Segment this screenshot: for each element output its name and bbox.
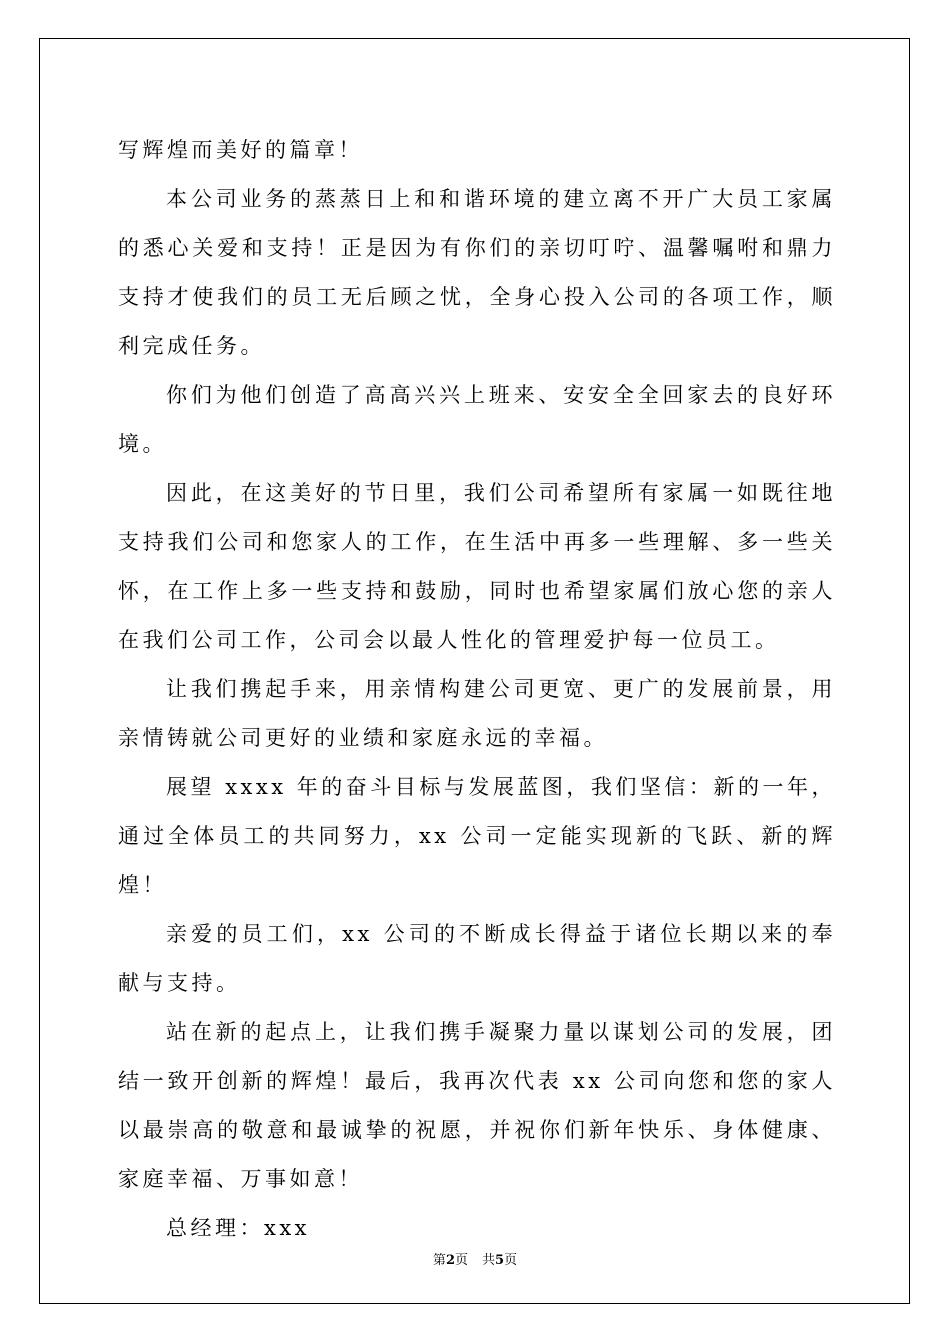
paragraph-7: 亲爱的员工们，xx 公司的不断成长得益于诸位长期以来的奉献与支持。 <box>118 922 836 995</box>
paragraph-3: 你们为他们创造了高高兴兴上班来、安安全全回家去的良好环境。 <box>118 383 836 456</box>
paragraph-2: 本公司业务的蒸蒸日上和和谐环境的建立离不开广大员工家属的悉心关爱和支持！正是因为有你们的亲切叮咛、温馨嘱咐和鼎力支持才使我们的员工无后顾之忧，全身心投入公司的各项工作，顺利完成任务。 <box>118 187 836 358</box>
total-label-suffix: 页 <box>504 1253 518 1268</box>
current-page-number: 2 <box>445 1253 455 1268</box>
signature-line: 总经理：xxx <box>166 1216 311 1240</box>
total-label-prefix: 共 <box>482 1253 496 1268</box>
paragraph-5: 让我们携起手来，用亲情构建公司更宽、更广的发展前景，用亲情铸就公司更好的业绩和家庭永远的幸福。 <box>118 677 836 750</box>
paragraph-4: 因此，在这美好的节日里，我们公司希望所有家属一如既往地支持我们公司和您家人的工作，在生活中再多一些理解、多一些关怀，在工作上多一些支持和鼓励，同时也希望家属们放心您的亲人在我们公司工作，公司会以最人性化的管理爱护每一位员工。 <box>118 481 836 652</box>
document-body <box>118 126 836 1253</box>
paragraph-8: 站在新的起点上，让我们携手凝聚力量以谋划公司的发展，团结一致开创新的辉煌！最后，我再次代表 xx 公司向您和您的家人以最崇高的敬意和最诚挚的祝愿，并祝你们新年快乐、身体健康、家庭幸福、万事如意！ <box>118 1020 836 1191</box>
paragraph-1: 写辉煌而美好的篇章！ <box>118 138 363 162</box>
total-page-count: 5 <box>495 1253 505 1268</box>
page-label-suffix: 页 <box>454 1253 468 1268</box>
page-number-footer <box>0 1249 950 1268</box>
paragraph-6: 展望 xxxx 年的奋斗目标与发展蓝图，我们坚信：新的一年，通过全体员工的共同努力，xx 公司一定能实现新的飞跃、新的辉煌！ <box>118 775 836 897</box>
page-label-prefix: 第 <box>432 1253 446 1268</box>
